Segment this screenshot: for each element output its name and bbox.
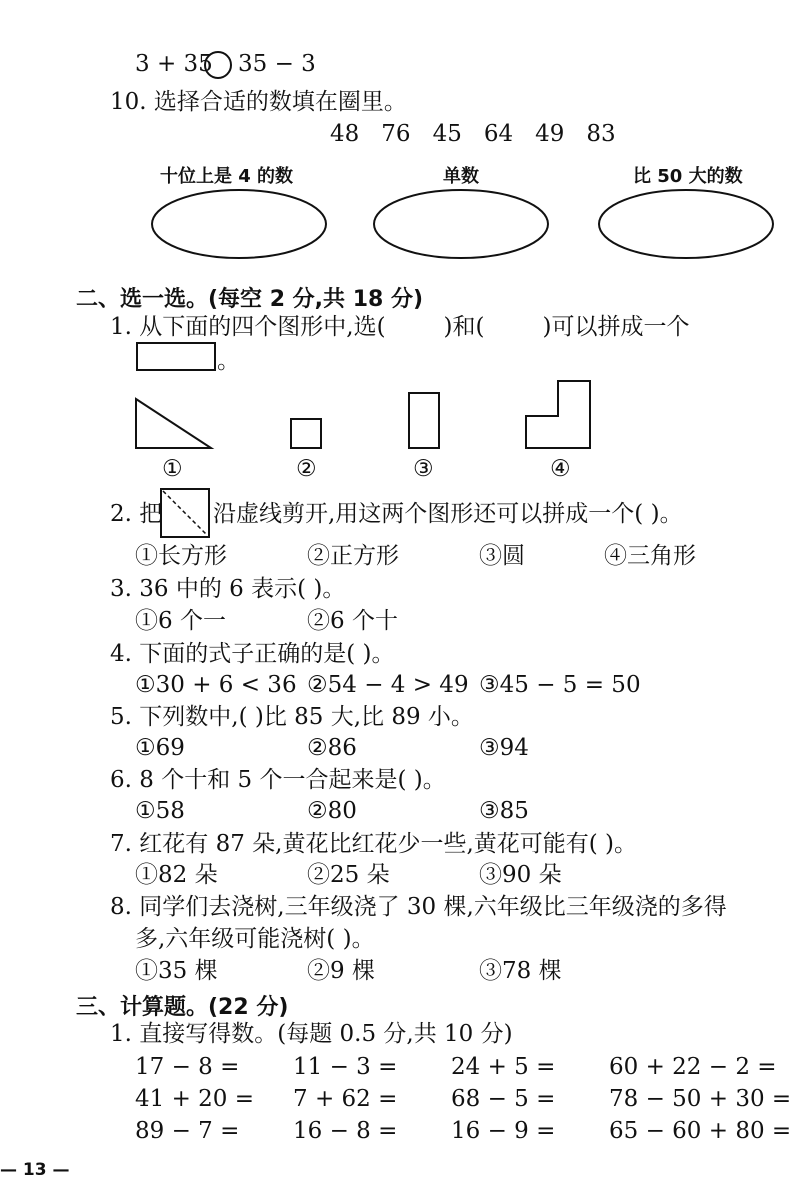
s2-q2-text: 沿虚线剪开,用这两个图形还可以拼成一个( )。	[213, 501, 683, 527]
s2-q1-text-b: )和(	[443, 314, 485, 340]
option[interactable]: ②9 棵	[307, 958, 375, 984]
calc-item: 11 − 3 =	[293, 1054, 398, 1080]
option[interactable]: ②6 个十	[307, 608, 398, 634]
option[interactable]: ①82 朵	[135, 862, 218, 888]
page-number-dash-left: —	[0, 1160, 17, 1180]
calc-row	[135, 1117, 791, 1145]
shape-right-triangle	[135, 398, 215, 450]
s2-q5-options	[135, 734, 529, 762]
shape-label-3: ③	[413, 456, 434, 482]
option[interactable]: ③圆	[479, 543, 525, 569]
s2-q6-text: 6. 8 个十和 5 个一合起来是( )。	[110, 767, 446, 793]
calc-item: 16 − 8 =	[293, 1118, 398, 1144]
s2-q1-line	[110, 313, 689, 341]
option[interactable]: ②54 − 4 > 49	[307, 672, 469, 698]
q10-number-list	[330, 120, 616, 148]
s2-q4-text: 4. 下面的式子正确的是( )。	[110, 641, 395, 667]
s2-q6-options	[135, 797, 529, 825]
page-number: 13	[22, 1160, 47, 1180]
calc-item: 17 − 8 =	[135, 1054, 240, 1080]
calc-item: 60 + 22 − 2 =	[609, 1054, 777, 1080]
calc-item: 7 + 62 =	[293, 1086, 398, 1112]
calc-item: 65 − 60 + 80 =	[609, 1118, 792, 1144]
option[interactable]: ①长方形	[135, 543, 227, 569]
s2-q1-text-a: 1. 从下面的四个图形中,选(	[110, 314, 386, 340]
option[interactable]: ③85	[479, 798, 529, 824]
page-number-footer	[0, 1160, 70, 1180]
shape-label-1: ①	[162, 456, 183, 482]
s2-q1-tail: 。	[217, 348, 240, 374]
option[interactable]: ①58	[135, 798, 185, 824]
circle-label-tens-4: 十位上是 4 的数	[160, 166, 294, 187]
q10-number: 49	[535, 121, 565, 147]
option[interactable]: ③78 棵	[479, 958, 562, 984]
q10-title: 10. 选择合适的数填在圈里。	[110, 89, 407, 115]
option[interactable]: ①30 + 6 < 36	[135, 672, 297, 698]
calc-row	[135, 1085, 791, 1113]
answer-ellipse-gt50[interactable]	[597, 188, 777, 260]
s2-q7-options	[135, 861, 562, 889]
shape-small-square	[290, 418, 324, 450]
option[interactable]: ④三角形	[604, 543, 696, 569]
square-with-dashed-diagonal	[160, 488, 212, 540]
calc-row	[135, 1053, 777, 1081]
shape-label-2: ②	[296, 456, 317, 482]
calc-item: 78 − 50 + 30 =	[609, 1086, 792, 1112]
q10-number: 48	[330, 121, 360, 147]
answer-ellipse-tens-4[interactable]	[150, 188, 330, 260]
shape-l-shape	[525, 380, 593, 450]
q10-number: 64	[483, 121, 514, 147]
calc-item: 89 − 7 =	[135, 1118, 240, 1144]
option[interactable]: ③90 朵	[479, 862, 562, 888]
s2-q3-options	[135, 607, 398, 635]
s2-q3-text: 3. 36 中的 6 表示( )。	[110, 576, 346, 602]
s2-q8-options	[135, 957, 562, 985]
s2-q2-options	[135, 542, 696, 570]
option[interactable]: ①35 棵	[135, 958, 218, 984]
option[interactable]: ③45 − 5 = 50	[479, 672, 641, 698]
answer-ellipse-odd[interactable]	[372, 188, 552, 260]
shape-label-4: ④	[550, 456, 571, 482]
circle-label-odd: 单数	[443, 166, 479, 187]
s2-q1-text-c: )可以拼成一个	[542, 314, 690, 340]
s2-q5-text: 5. 下列数中,( )比 85 大,比 89 小。	[110, 704, 474, 730]
calc-item: 68 − 5 =	[451, 1086, 556, 1112]
s2-q4-options	[135, 671, 641, 699]
section2-title: 二、选一选。(每空 2 分,共 18 分)	[76, 287, 424, 312]
q10-number: 83	[586, 121, 616, 147]
option[interactable]: ①6 个一	[135, 608, 226, 634]
page-number-dash-right: —	[52, 1160, 70, 1180]
compare-left: 3 + 35	[135, 51, 213, 77]
option[interactable]: ②25 朵	[307, 862, 390, 888]
q10-number: 76	[381, 121, 411, 147]
option[interactable]: ①69	[135, 735, 185, 761]
calc-item: 41 + 20 =	[135, 1086, 255, 1112]
q10-number: 45	[432, 121, 462, 147]
s3-q1-text: 1. 直接写得数。(每题 0.5 分,共 10 分)	[110, 1021, 513, 1047]
s2-q8-text1: 8. 同学们去浇树,三年级浇了 30 棵,六年级比三年级浇的多得	[110, 894, 727, 920]
circle-label-gt50: 比 50 大的数	[633, 166, 743, 187]
target-rectangle-shape	[136, 342, 218, 372]
option[interactable]: ②正方形	[307, 543, 399, 569]
option[interactable]: ②80	[307, 798, 357, 824]
s2-q7-text: 7. 红花有 87 朵,黄花比红花少一些,黄花可能有( )。	[110, 831, 638, 857]
compare-right: 35 − 3	[238, 51, 316, 77]
compare-circle[interactable]	[203, 50, 233, 80]
section3-title: 三、计算题。(22 分)	[76, 995, 289, 1020]
calc-item: 24 + 5 =	[451, 1054, 556, 1080]
s2-q8-text2: 多,六年级可能浇树( )。	[135, 926, 375, 952]
s2-q2-prefix: 2. 把	[110, 501, 163, 527]
option[interactable]: ②86	[307, 735, 357, 761]
shape-tall-rectangle	[408, 392, 442, 450]
calc-item: 16 − 9 =	[451, 1118, 556, 1144]
option[interactable]: ③94	[479, 735, 529, 761]
